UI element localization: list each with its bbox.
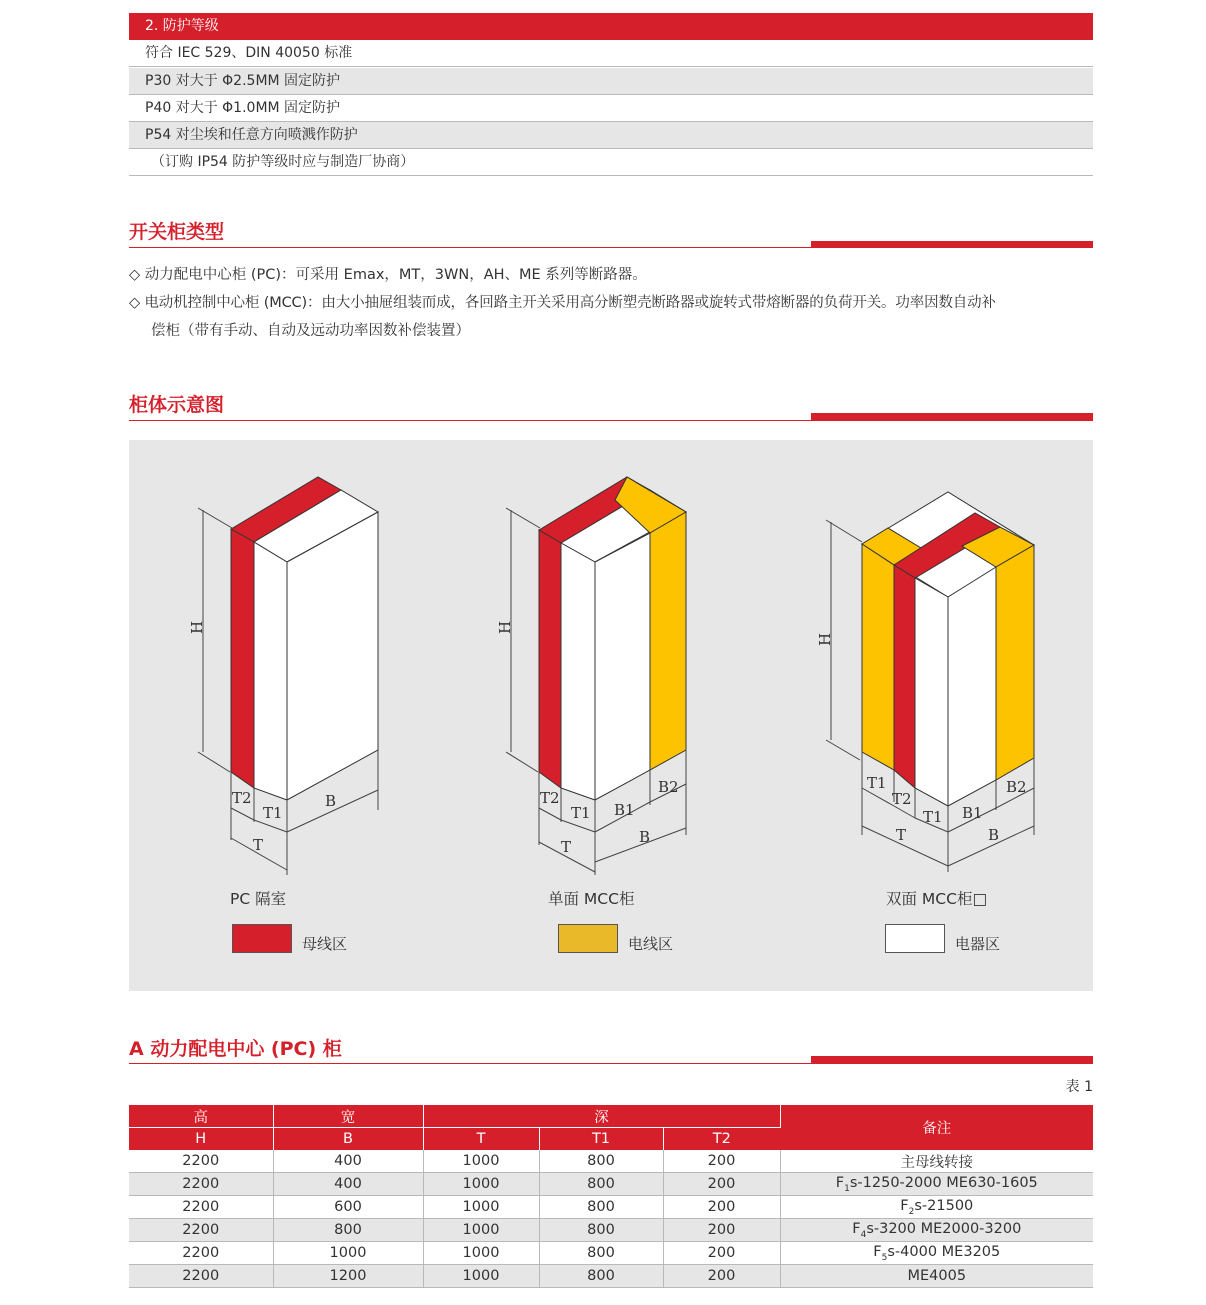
table-cell: 800 <box>539 1219 663 1242</box>
table-row <box>129 1196 1093 1219</box>
legend-swatch-apparatus <box>885 924 945 953</box>
dim-label-t: T <box>896 826 907 844</box>
table-cell: 800 <box>273 1219 423 1242</box>
caption-mcc-double: 双面 MCC柜□ <box>886 890 988 908</box>
table-cell: 200 <box>663 1242 780 1265</box>
bullet-pc: ◇ 动力配电中心柜 (PC)：可采用 Emax，MT，3WN，AH、ME 系列等断路器。 <box>129 267 647 283</box>
col-subheader-h: H <box>129 1128 273 1151</box>
section-divider <box>129 1063 1093 1064</box>
table-cell: 800 <box>539 1173 663 1196</box>
legend-label-busbar: 母线区 <box>302 935 348 953</box>
protection-header: 2. 防护等级 <box>129 13 1093 40</box>
table-cell: 800 <box>539 1150 663 1173</box>
caption-mcc-single: 单面 MCC柜 <box>548 890 635 908</box>
dim-label-b2: B2 <box>658 778 679 796</box>
table-cell: 2200 <box>129 1265 273 1288</box>
legend-label-apparatus: 电器区 <box>955 935 1001 953</box>
col-header-depth: 深 <box>423 1105 780 1128</box>
table-cell: 1000 <box>273 1242 423 1265</box>
table-cell: 2200 <box>129 1150 273 1173</box>
col-subheader-t: T <box>423 1128 539 1151</box>
dim-label-h: H <box>188 620 206 634</box>
table-cell: 1000 <box>423 1150 539 1173</box>
table-cell: 2200 <box>129 1219 273 1242</box>
protection-row: （订购 IP54 防护等级时应与制造厂协商） <box>129 149 1093 176</box>
table-cell: 1000 <box>423 1173 539 1196</box>
table-cell: 1000 <box>423 1219 539 1242</box>
table-cell: 600 <box>273 1196 423 1219</box>
table-cell: 200 <box>663 1150 780 1173</box>
dim-label-b1: B1 <box>962 804 983 822</box>
dim-label-b1: B1 <box>614 801 635 819</box>
table-note: 表 1 <box>1065 1079 1093 1095</box>
diagram-panel <box>129 440 1093 991</box>
table-cell: 200 <box>663 1219 780 1242</box>
protection-row: P30 对大于 Φ2.5MM 固定防护 <box>129 68 1093 95</box>
dim-label-h: H <box>496 620 514 634</box>
dim-label-h: H <box>816 632 834 646</box>
table-cell: 800 <box>539 1242 663 1265</box>
caption-pc: PC 隔室 <box>230 890 287 908</box>
dim-label-t1: T1 <box>571 804 591 822</box>
table-cell: 400 <box>273 1150 423 1173</box>
table-cell: 2200 <box>129 1173 273 1196</box>
table-cell: 2200 <box>129 1242 273 1265</box>
col-header-remarks: 备注 <box>780 1105 1093 1150</box>
dim-label-t2: T2 <box>540 789 560 807</box>
dim-label-t1: T1 <box>867 774 887 792</box>
table-cell: $F_4s-3200$ ME2000-3200 <box>780 1219 1093 1242</box>
mcc-single-cabinet-drawing <box>506 477 686 875</box>
col-subheader-t1: T1 <box>539 1128 663 1151</box>
dim-label-t2: T2 <box>892 790 912 808</box>
table-cell: 1000 <box>423 1242 539 1265</box>
table-row <box>129 1242 1093 1265</box>
section-accent-bar <box>811 241 1093 248</box>
table-cell: 主母线转接 <box>780 1150 1093 1173</box>
col-subheader-t2: T2 <box>663 1128 780 1151</box>
dim-label-t2: T2 <box>232 789 252 807</box>
section-title-diagram: 柜体示意图 <box>129 394 225 416</box>
pc-cabinet-drawing <box>198 477 378 875</box>
bullet-mcc-continued: 偿柜（带有手动、自动及远动功率因数补偿装置） <box>151 323 470 339</box>
table-cell: ME4005 <box>780 1265 1093 1288</box>
legend-swatch-cable <box>558 924 618 953</box>
table-cell: 800 <box>539 1196 663 1219</box>
dim-label-t: T <box>253 836 264 854</box>
dim-label-b: B <box>988 826 1000 844</box>
col-header-height: 高 <box>129 1105 273 1128</box>
table-row <box>129 1150 1093 1173</box>
dim-label-t1: T1 <box>263 804 283 822</box>
table-cell: $F_1s-1250-2000$ ME630-1605 <box>780 1173 1093 1196</box>
section-divider <box>129 420 1093 421</box>
table-row <box>129 1219 1093 1242</box>
table-cell: 1000 <box>423 1265 539 1288</box>
dim-label-b: B <box>325 792 337 810</box>
bullet-mcc: ◇ 电动机控制中心柜 (MCC)：由大小抽屉组装而成，各回路主开关采用高分断塑壳断路器或旋转式带熔断器的负荷开关。功率因数自动补 <box>129 295 996 311</box>
table-cell: $F_2s-21500$ <box>780 1196 1093 1219</box>
table-cell: 2200 <box>129 1196 273 1219</box>
section-title-pc: A 动力配电中心 (PC) 柜 <box>129 1038 342 1060</box>
table-row <box>129 1173 1093 1196</box>
dim-label-t: T <box>561 838 572 856</box>
col-subheader-b: B <box>273 1128 423 1151</box>
dim-label-t1: T1 <box>923 808 943 826</box>
section-title-types: 开关柜类型 <box>129 221 225 243</box>
table-cell: 1200 <box>273 1265 423 1288</box>
table-cell: 200 <box>663 1196 780 1219</box>
col-header-width: 宽 <box>273 1105 423 1128</box>
table-cell: 400 <box>273 1173 423 1196</box>
table-cell: 200 <box>663 1265 780 1288</box>
legend-label-cable: 电线区 <box>628 935 674 953</box>
protection-row: P54 对尘埃和任意方向喷溅作防护 <box>129 122 1093 149</box>
protection-row: P40 对大于 Φ1.0MM 固定防护 <box>129 95 1093 122</box>
protection-row: 符合 IEC 529、DIN 40050 标准 <box>129 40 1093 67</box>
table-cell: 800 <box>539 1265 663 1288</box>
dim-label-b2: B2 <box>1006 778 1027 796</box>
pc-dimensions-table <box>129 1105 1093 1288</box>
section-accent-bar <box>811 1056 1093 1063</box>
table-cell: 1000 <box>423 1196 539 1219</box>
section-accent-bar <box>811 413 1093 420</box>
table-row <box>129 1265 1093 1288</box>
table-cell: 200 <box>663 1173 780 1196</box>
table-cell: $F_5s-4000$ ME3205 <box>780 1242 1093 1265</box>
dim-label-b: B <box>639 828 651 846</box>
legend-swatch-busbar <box>232 924 292 953</box>
